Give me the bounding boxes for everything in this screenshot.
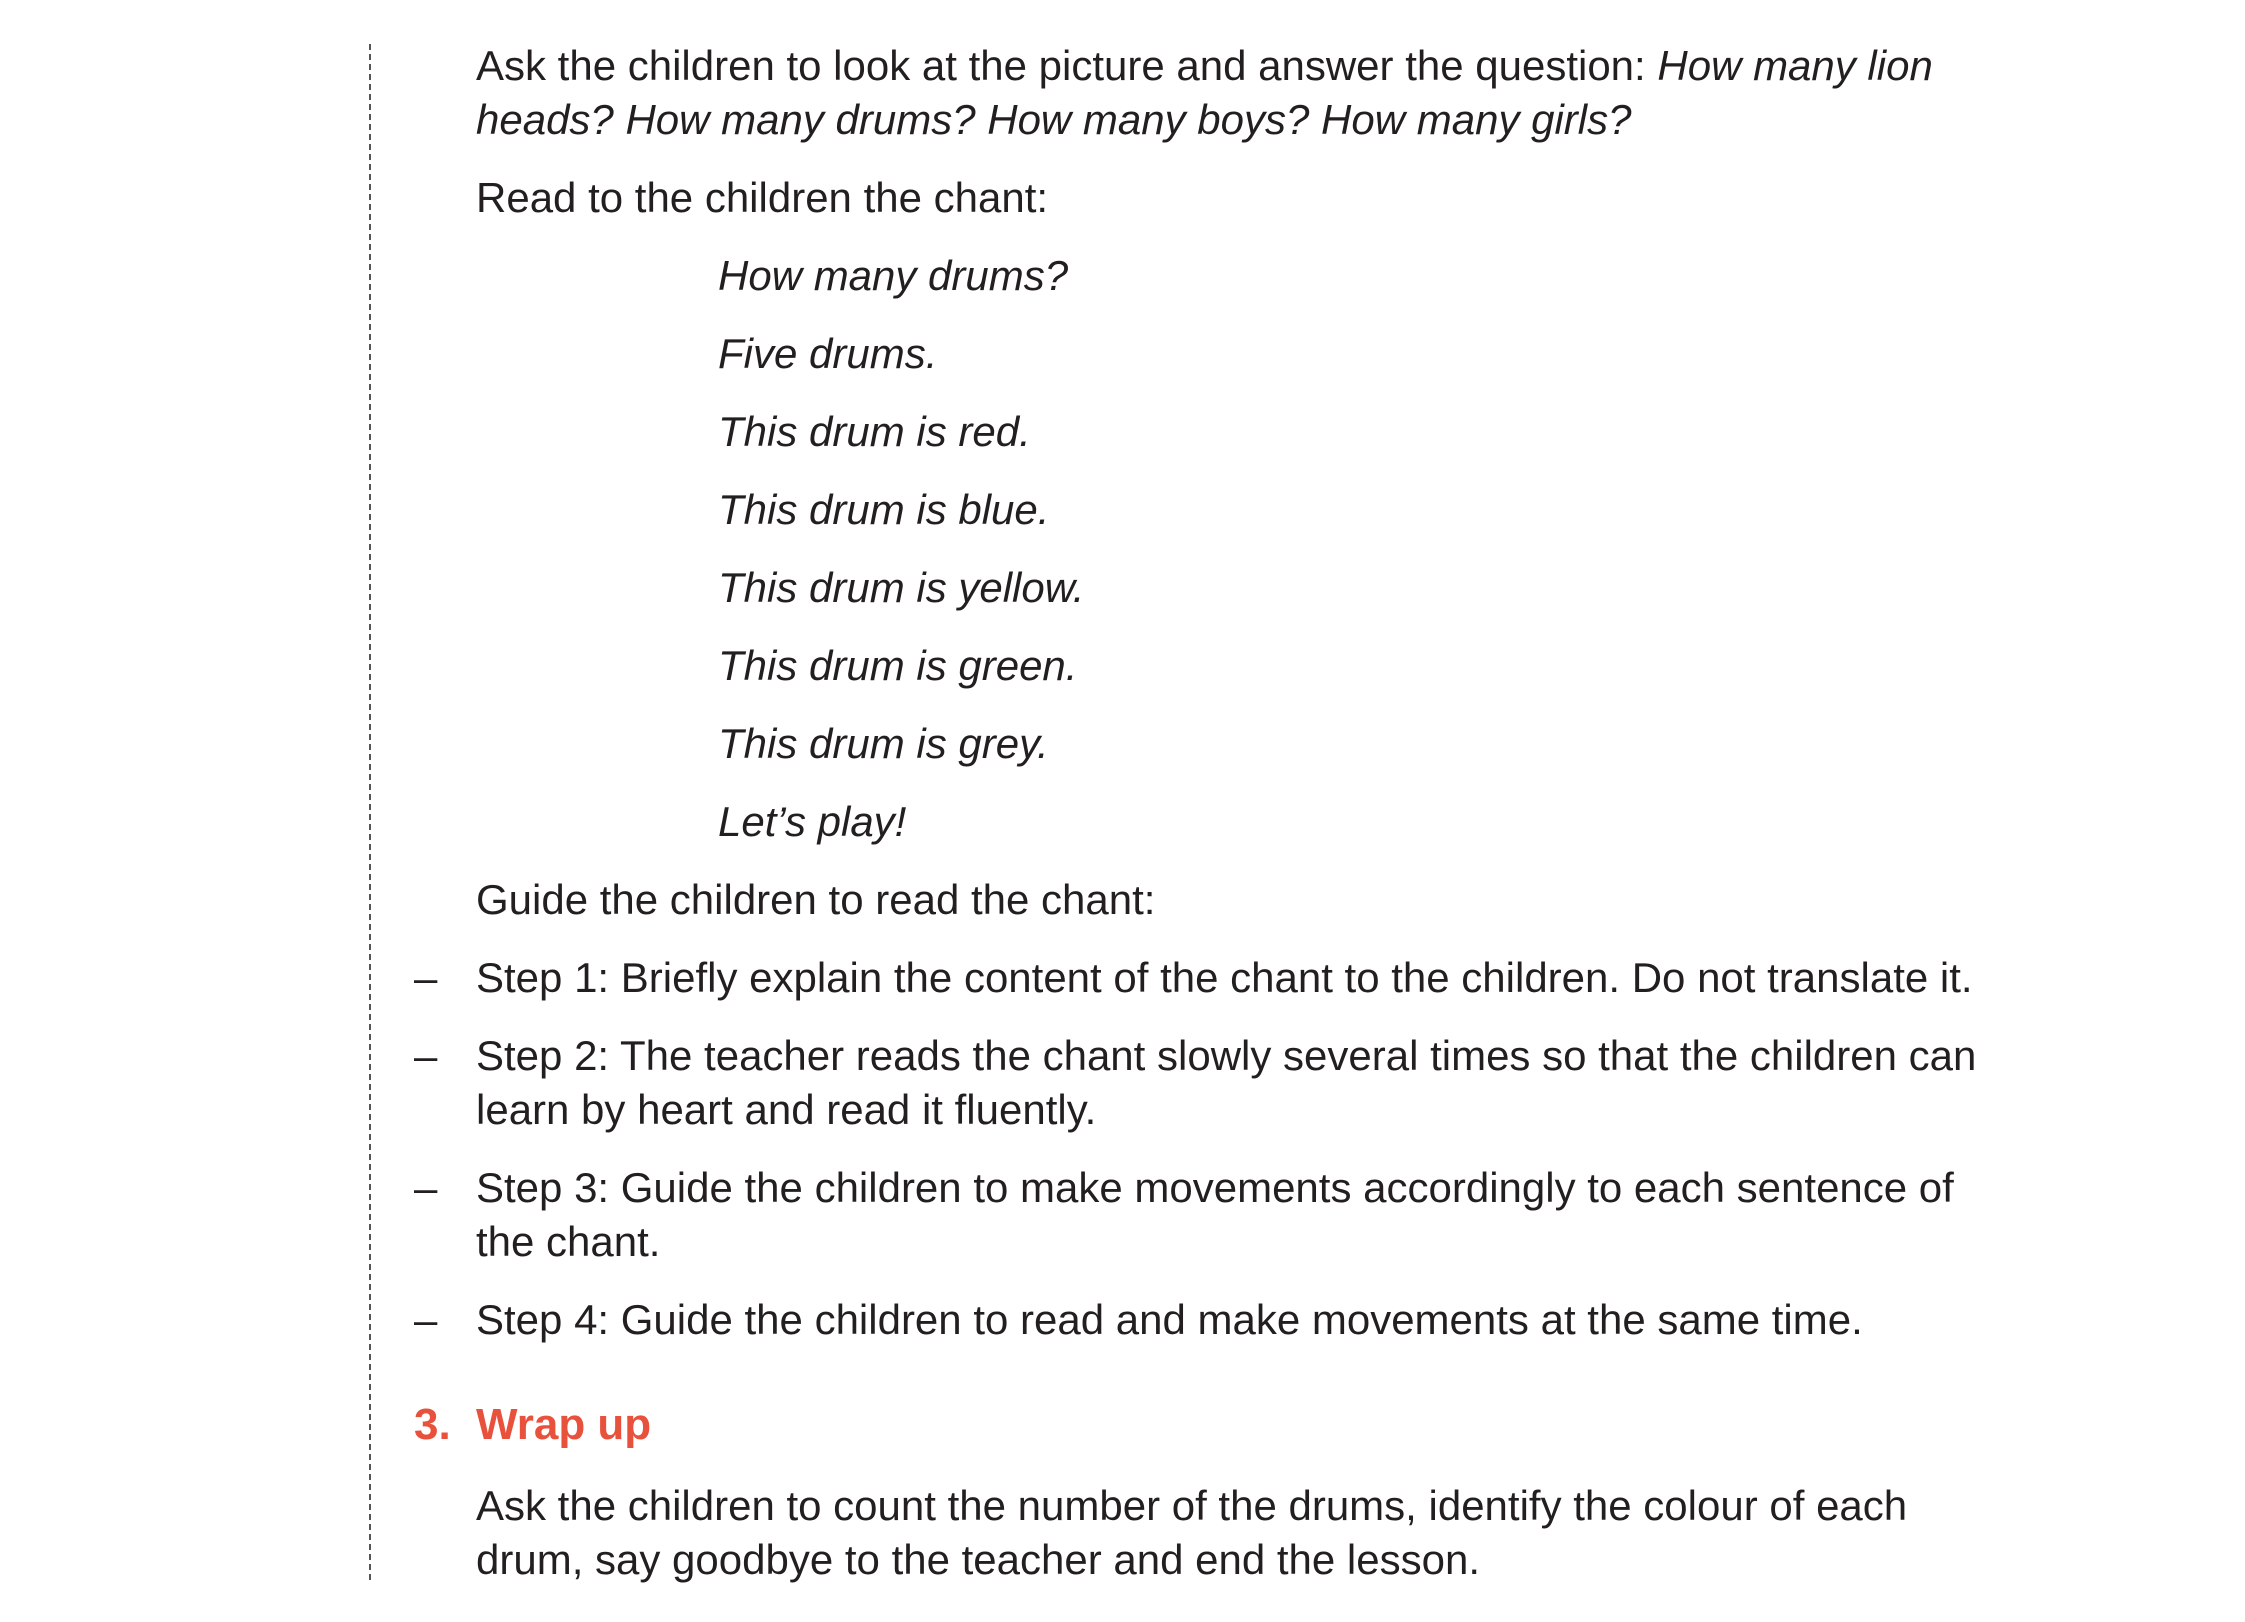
chant-line: How many drums?: [718, 252, 1069, 299]
step-3-dash: –: [414, 1164, 438, 1211]
chant-line: This drum is red.: [718, 408, 1031, 455]
section-title: Wrap up: [476, 1400, 652, 1449]
chant-line: This drum is green.: [718, 642, 1078, 689]
step-3-text-cont: the chant.: [476, 1218, 661, 1265]
intro-question-prompt: Ask the children to look at the picture and answer the question:: [476, 42, 1658, 89]
intro-question-italic-2: heads? How many drums? How many boys? How many girls?: [476, 96, 1632, 143]
guide-instruction: Guide the children to read the chant:: [476, 876, 1156, 923]
step-1-text: Step 1: Briefly explain the content of the chant to the children. Do not translate it.: [476, 954, 1973, 1001]
section-heading-wrap-up: [414, 1396, 651, 1454]
step-1-dash: –: [414, 954, 438, 1001]
chant-line: This drum is yellow.: [718, 564, 1085, 611]
chant-line: This drum is grey.: [718, 720, 1049, 767]
section-number: 3.: [414, 1400, 451, 1449]
step-4-dash: –: [414, 1296, 438, 1343]
wrap-up-text: Ask the children to count the number of the drums, identify the colour of each: [476, 1482, 1908, 1529]
step-2-text-cont: learn by heart and read it fluently.: [476, 1086, 1097, 1133]
chant-line: Five drums.: [718, 330, 938, 377]
step-3-text: Step 3: Guide the children to make movements accordingly to each sentence of: [476, 1164, 1954, 1211]
intro-question-italic-1: How many lion: [1657, 42, 1933, 89]
wrap-up-text-cont: drum, say goodbye to the teacher and end the lesson.: [476, 1536, 1481, 1583]
read-instruction: Read to the children the chant:: [476, 174, 1049, 221]
step-2-dash: –: [414, 1032, 438, 1079]
chant-line: This drum is blue.: [718, 486, 1050, 533]
chant-line: Let’s play!: [718, 798, 907, 845]
intro-line-1: [476, 38, 1933, 94]
step-4-text: Step 4: Guide the children to read and make movements at the same time.: [476, 1296, 1863, 1343]
step-2-text: Step 2: The teacher reads the chant slowly several times so that the children can: [476, 1032, 1977, 1079]
